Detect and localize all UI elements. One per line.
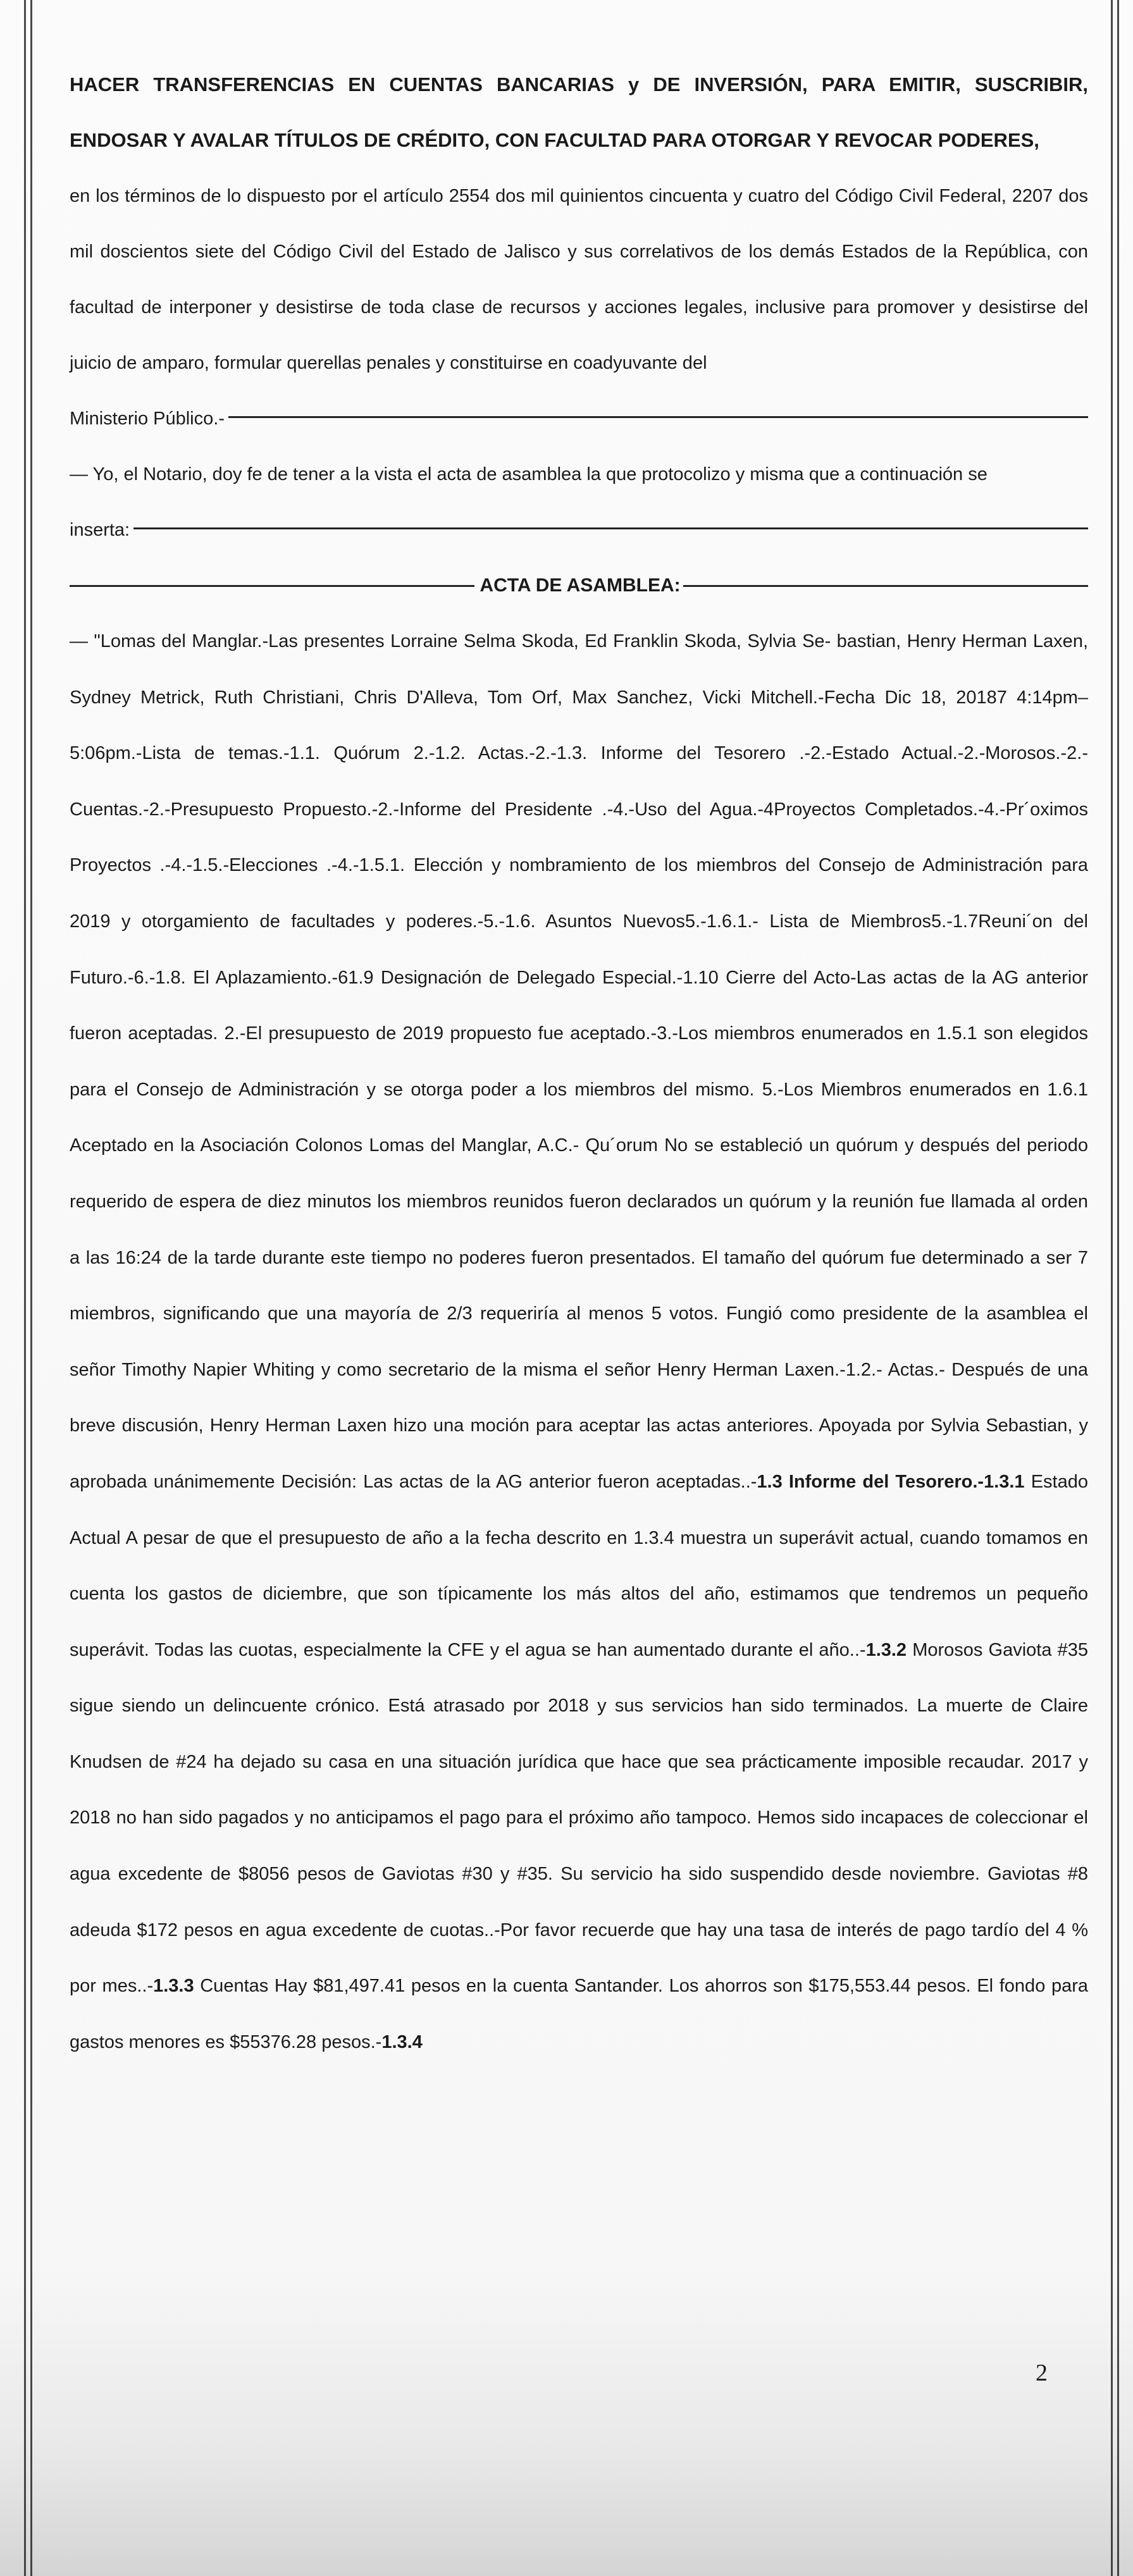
left-margin-rule-inner bbox=[30, 0, 32, 2576]
acta-title-line bbox=[70, 558, 1088, 613]
page-number: 2 bbox=[1036, 2360, 1048, 2386]
section-heading-1-3: 1.3 Informe del Tesorero.-1.3.1 bbox=[757, 1471, 1025, 1492]
intro-paragraph: en los términos de lo dispuesto por el artículo 2554 dos mil quinientos cincuenta y cuatro del Código Civil Federal, 2207 dos mil doscientos siete del Código Civil del Estado de Jalisco y sus correlativos de los demás Estados de la República, con facultad de interponer y desistirse de toda clase de recursos y acciones legales, inclusive para promover y desistirse del juicio de amparo, formular querellas penales y constituirse en coadyuvante del bbox=[70, 186, 1088, 373]
acta-title: ACTA DE ASAMBLEA: bbox=[480, 575, 681, 596]
right-margin-rule-inner bbox=[1111, 0, 1113, 2576]
notario-paragraph: — Yo, el Notario, doy fe de tener a la vista el acta de asamblea la que protocolizo y misma que a continuación se bbox=[70, 464, 988, 484]
fill-rule bbox=[228, 416, 1088, 418]
acta-text-1: — "Lomas del Manglar.-Las presentes Lorraine Selma Skoda, Ed Franklin Skoda, Sylvia Se- bastian, Henry Herman Laxen, Sydney Metrick, Ruth Christiani, Chris D'Alleva, Tom Orf, Max Sanchez, Vicki Mitchell.-Fecha Dic 18, 20187 4:14pm–5:06pm.-Lista de temas.-1.1. Quórum 2.-1.2. Actas.-2.-1.3. Informe del Tesorero .-2.-Estado Actual.-2.-Morosos.-2.-Cuentas.-2.-Presupuesto Propuesto.-2.-Informe del Presidente .-4.-Uso del Agua.-4Proyectos Completados.-4.-Pr´oximos Proyectos .-4.-1.5.-Elecciones .-4.-1.5.1. Elección y nombramiento de los miembros del Consejo de Administración para 2019 y otorgamiento de facultades y poderes.-5.-1.6. Asuntos Nuevos5.-1.6.1.- Lista de Miembros5.-1.7Reuni´on del Futuro.-6.-1.8. El Aplazamiento.-61.9 Designación de Delegado Especial.-1.10 Cierre del Acto-Las actas de la AG anterior fueron aceptadas. 2.-El presupuesto de 2019 propuesto fue aceptado.-3.-Los miembros enumerados en 1.5.1 son elegidos para el Consejo de Administración y se otorga poder a los miembros del mismo. 5.-Los Miembros enumerados en 1.6.1 Aceptado en la Asociación Colonos Lomas del Manglar, A.C.- Qu´orum No se estableció un quórum y después del periodo requerido de espera de diez minutos los miembros reunidos fueron declarados un quórum y la reunión fue llamada al orden a las 16:24 de la tarde durante este tiempo no poderes fueron presentados. El tamaño del quórum fue determinado a ser 7 miembros, significando que una mayoría de 2/3 requeriría al menos 5 votos. Fungió como presidente de la asamblea el señor Timothy Napier Whiting y como secretario de la misma el señor Henry Herman Laxen.-1.2.- Actas.- Después de una breve discusión, Henry Herman Laxen hizo una moción para aceptar las actas anteriores. Apoyada por Sylvia Sebastian, y aprobada unánimemente Decisión: Las actas de la AG anterior fueron aceptadas..- bbox=[70, 631, 1088, 1492]
right-margin-rule bbox=[1117, 0, 1119, 2576]
powers-heading: HACER TRANSFERENCIAS EN CUENTAS BANCARIAS y DE INVERSIÓN, PARA EMITIR, SUSCRIBIR, ENDOSAR Y AVALAR TÍTULOS DE CRÉDITO, CON FACULTAD PARA OTORGAR Y REVOCAR PODERES, bbox=[70, 73, 1088, 151]
section-heading-1-3-4: 1.3.4 bbox=[381, 2031, 423, 2052]
acta-body bbox=[70, 613, 1088, 2070]
ministerio-text: Ministerio Público.- bbox=[70, 409, 225, 429]
section-heading-1-3-3: 1.3.3 bbox=[153, 1976, 194, 1997]
inserta-text: inserta: bbox=[70, 520, 130, 540]
fill-rule bbox=[133, 527, 1088, 529]
left-margin-rule bbox=[24, 0, 26, 2576]
title-rule-left bbox=[70, 585, 474, 587]
title-rule-right bbox=[683, 585, 1088, 587]
section-heading-1-3-2: 1.3.2 bbox=[865, 1639, 907, 1660]
acta-text-2: Estado Actual A pesar de que el presupuesto de año a la fecha descrito en 1.3.4 muestra un superávit actual, cuando tomamos en cuenta los gastos de diciembre, que son típicamente los más altos del año, estimamos que tendremos un pequeño superávit. Todas las cuotas, especialmente la CFE y el agua se han aumentado durante el año..- bbox=[70, 1471, 1088, 1660]
acta-text-4: Cuentas Hay $81,497.41 pesos en la cuenta Santander. Los ahorros son $175,553.44 pesos. El fondo para gastos menores es $55376.28 pesos.- bbox=[70, 1976, 1088, 2052]
ministerio-line bbox=[70, 391, 1088, 447]
inserta-line bbox=[70, 502, 1088, 558]
acta-text-3: Morosos Gaviota #35 sigue siendo un delincuente crónico. Está atrasado por 2018 y sus servicios han sido terminados. La muerte de Claire Knudsen de #24 ha dejado su casa en una situación jurídica que hace que sea prácticamente imposible recaudar. 2017 y 2018 no han sido pagados y no anticipamos el pago para el próximo año tampoco. Hemos sido incapaces de coleccionar el agua excedente de $8056 pesos de Gaviotas #30 y #35. Su servicio ha sido suspendido desde noviembre. Gaviotas #8 adeuda $172 pesos en agua excedente de cuotas..-Por favor recuerde que hay una tasa de interés de pago tardío del 4 % por mes..- bbox=[70, 1639, 1088, 1997]
document-content bbox=[70, 57, 1088, 2070]
